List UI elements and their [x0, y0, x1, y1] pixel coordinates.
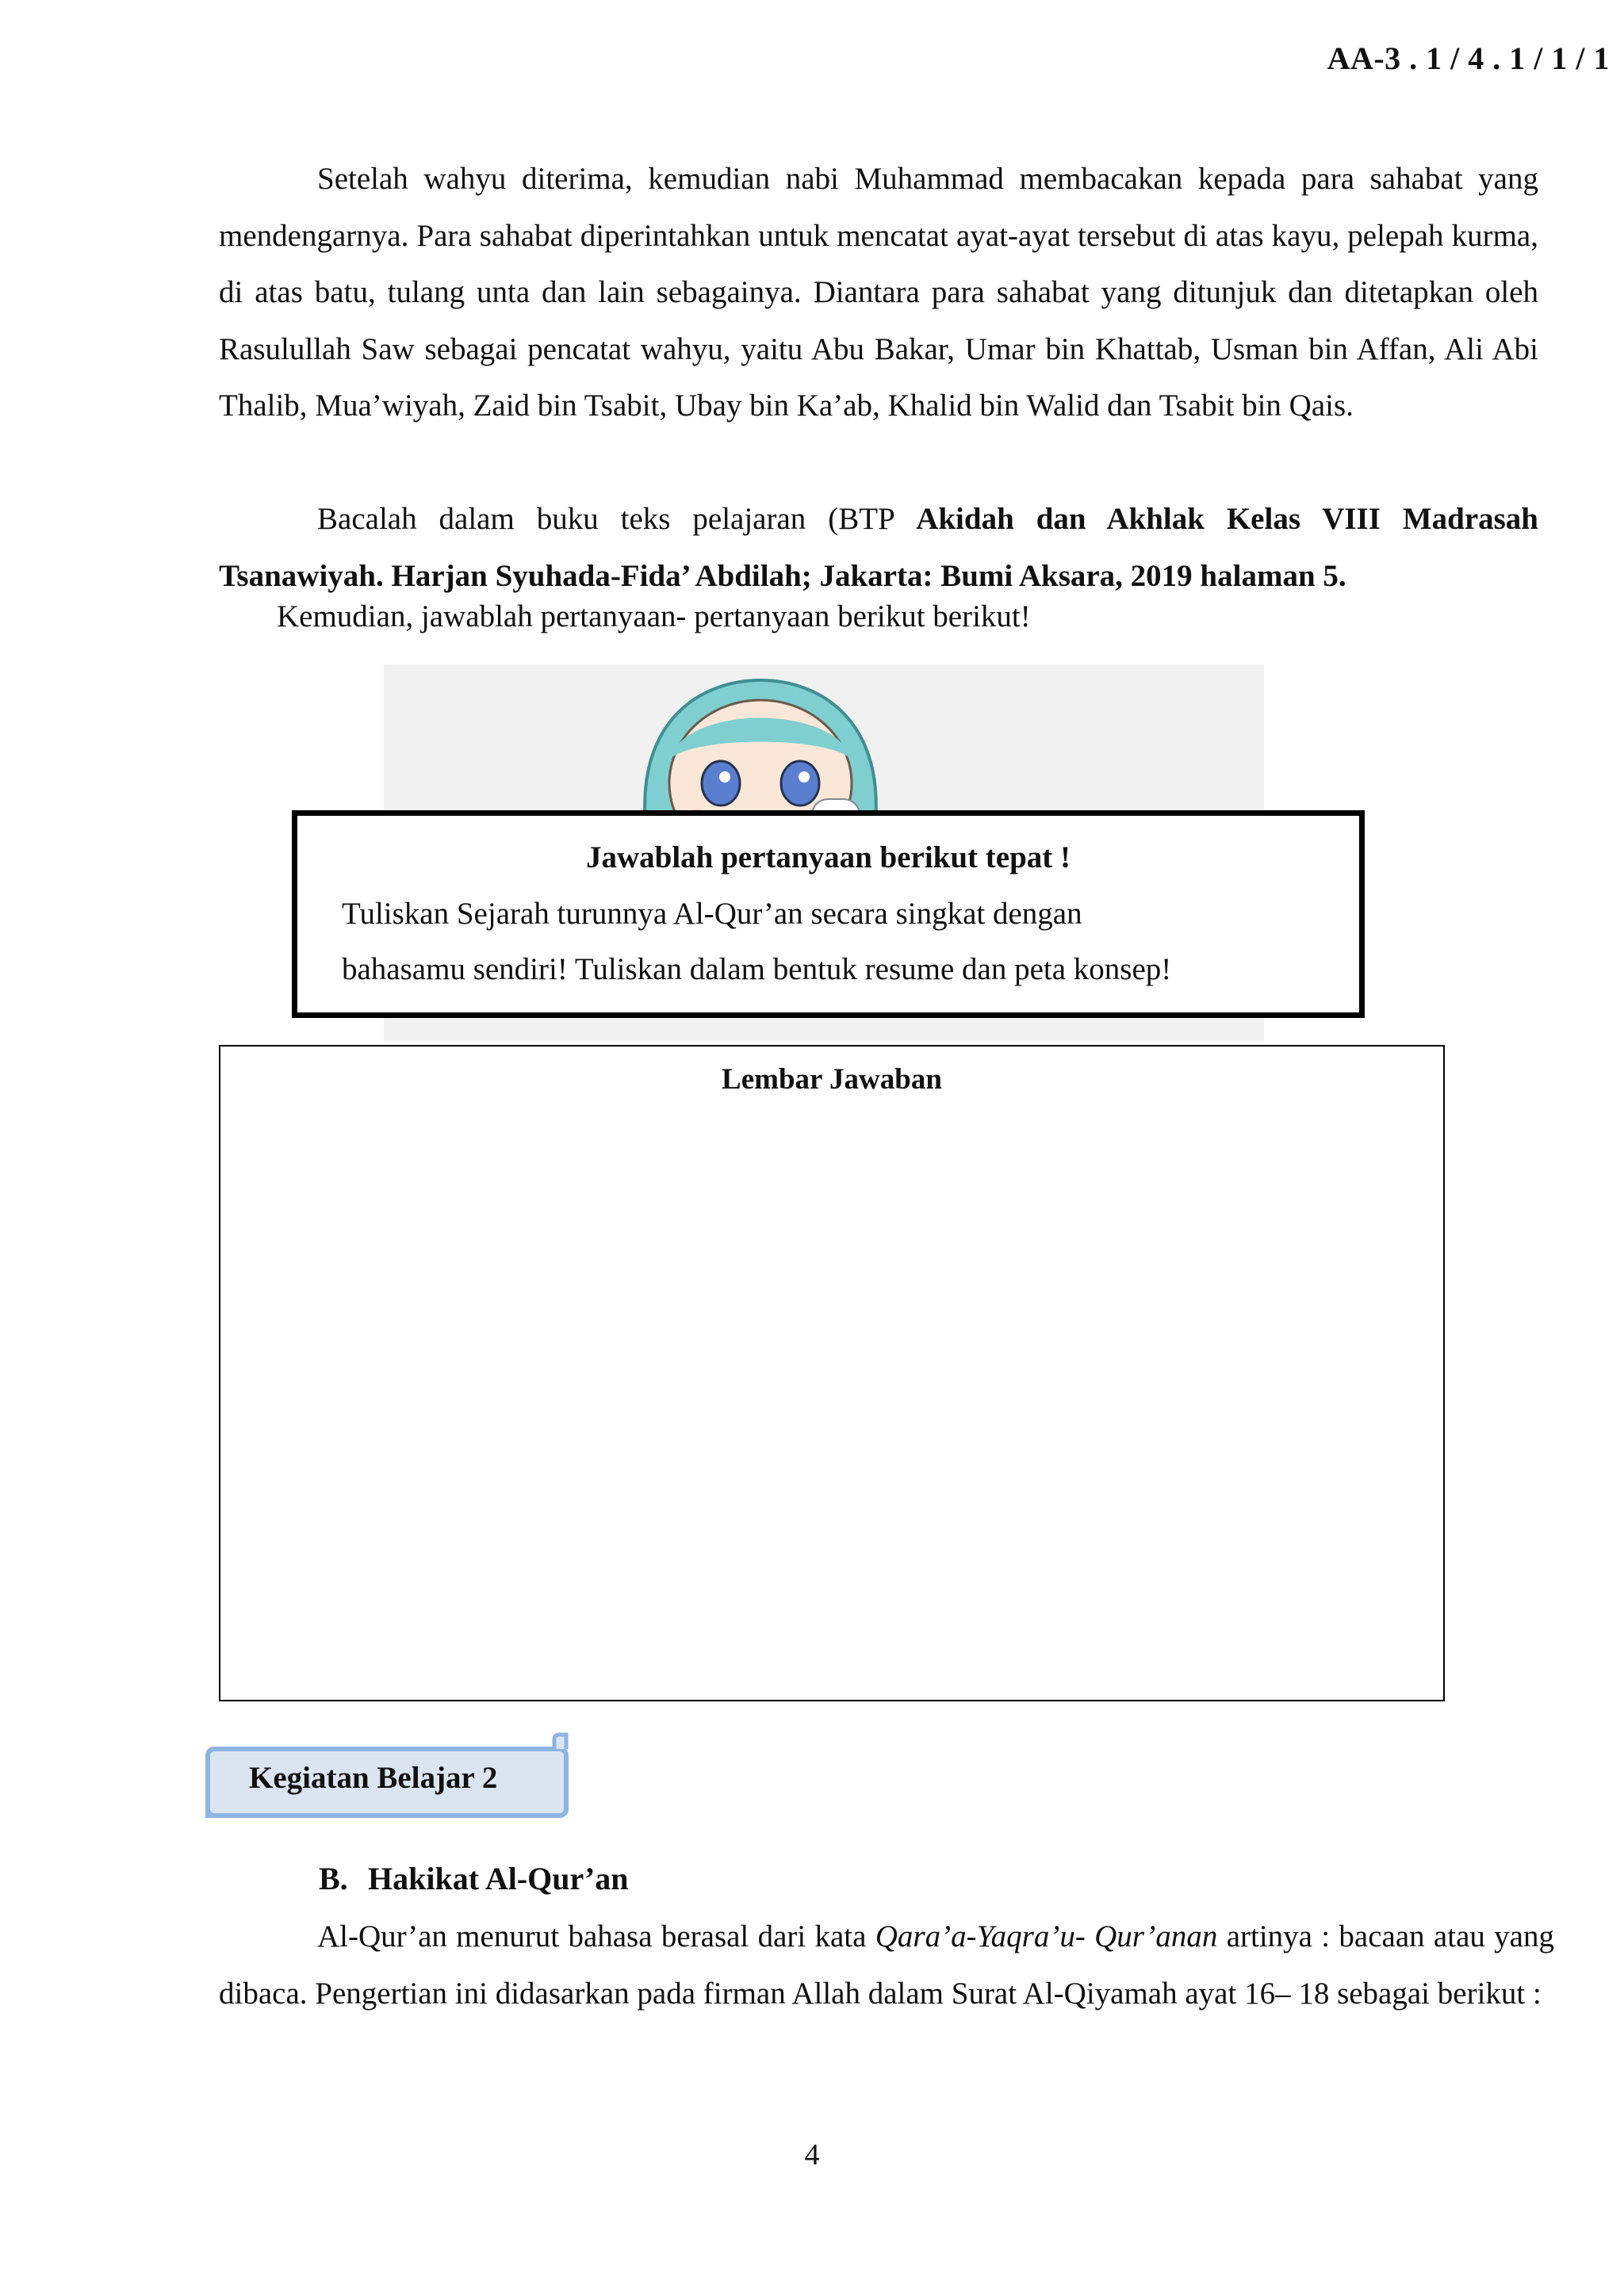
- document-code: AA-3 . 1 / 4 . 1 / 1 / 1: [1327, 40, 1610, 76]
- question-line-2: bahasamu sendiri! Tuliskan dalam bentuk resume dan peta konsep!: [342, 952, 1172, 986]
- instruction-line: Kemudian, jawablah pertanyaan- pertanyaan berikut berikut!: [277, 599, 1031, 633]
- section-b-paragraph-block: [219, 1908, 1554, 2022]
- page-number: 4: [804, 2138, 820, 2172]
- section-b-heading: [319, 1860, 629, 1897]
- reading-paragraph-block: [219, 491, 1538, 604]
- section-b-text-end: artinya : bacaan atau yang dibaca. Pengertian ini didasarkan pada firman Allah dalam Surat Al-Qiyamah ayat 16– 18 sebagai berikut :: [219, 1919, 1554, 2011]
- question-box: [292, 810, 1365, 1018]
- intro-paragraph: Setelah wahyu diterima, kemudian nabi Muhammad membacakan kepada para sahabat yang mendengarnya. Para sahabat diperintahkan untuk mencatat ayat-ayat tersebut di atas kayu, pelepah kurma, di atas batu, tulang unta dan lain sebagainya. Diantara para sahabat yang ditunjuk dan ditetapkan oleh Rasulullah Saw sebagai pencatat wahyu, yaitu Abu Bakar, Umar bin Khattab, Usman bin Affan, Ali Abi Thalib, Mua’wiyah, Zaid bin Tsabit, Ubay bin Ka’ab, Khalid bin Walid dan Tsabit bin Qais.: [219, 162, 1538, 423]
- reading-reference: Akidah dan Akhlak Kelas VIII Madrasah Tsanawiyah. Harjan Syuhada-Fida’ Abdilah; Jakarta: Bumi Aksara, 2019 halaman 5.: [219, 502, 1539, 593]
- section-b-title: Hakikat Al-Qur’an: [368, 1861, 629, 1896]
- question-body: [342, 886, 1277, 997]
- section-b-number: B.: [319, 1861, 348, 1896]
- reading-prefix: Bacalah dalam buku teks pelajaran (BTP: [317, 502, 917, 536]
- intro-paragraph-block: [219, 151, 1538, 434]
- question-title: Jawablah pertanyaan berikut tepat !: [585, 840, 1071, 874]
- question-line-1: Tuliskan Sejarah turunnya Al-Qur’an secara singkat dengan: [342, 897, 1082, 931]
- activity-tab-label: Kegiatan Belajar 2: [249, 1761, 498, 1795]
- section-b-term: Qara’a-Yaqra’u- Qur’anan: [875, 1919, 1218, 1954]
- answer-sheet-title: Lembar Jawaban: [722, 1063, 942, 1096]
- answer-sheet[interactable]: [219, 1045, 1445, 1701]
- activity-tab: [201, 1732, 574, 1820]
- section-b-paragraph: [219, 1908, 1554, 2022]
- section-b-text-start: Al-Qur’an menurut bahasa berasal dari kata: [317, 1919, 875, 1954]
- reading-paragraph: [219, 491, 1538, 604]
